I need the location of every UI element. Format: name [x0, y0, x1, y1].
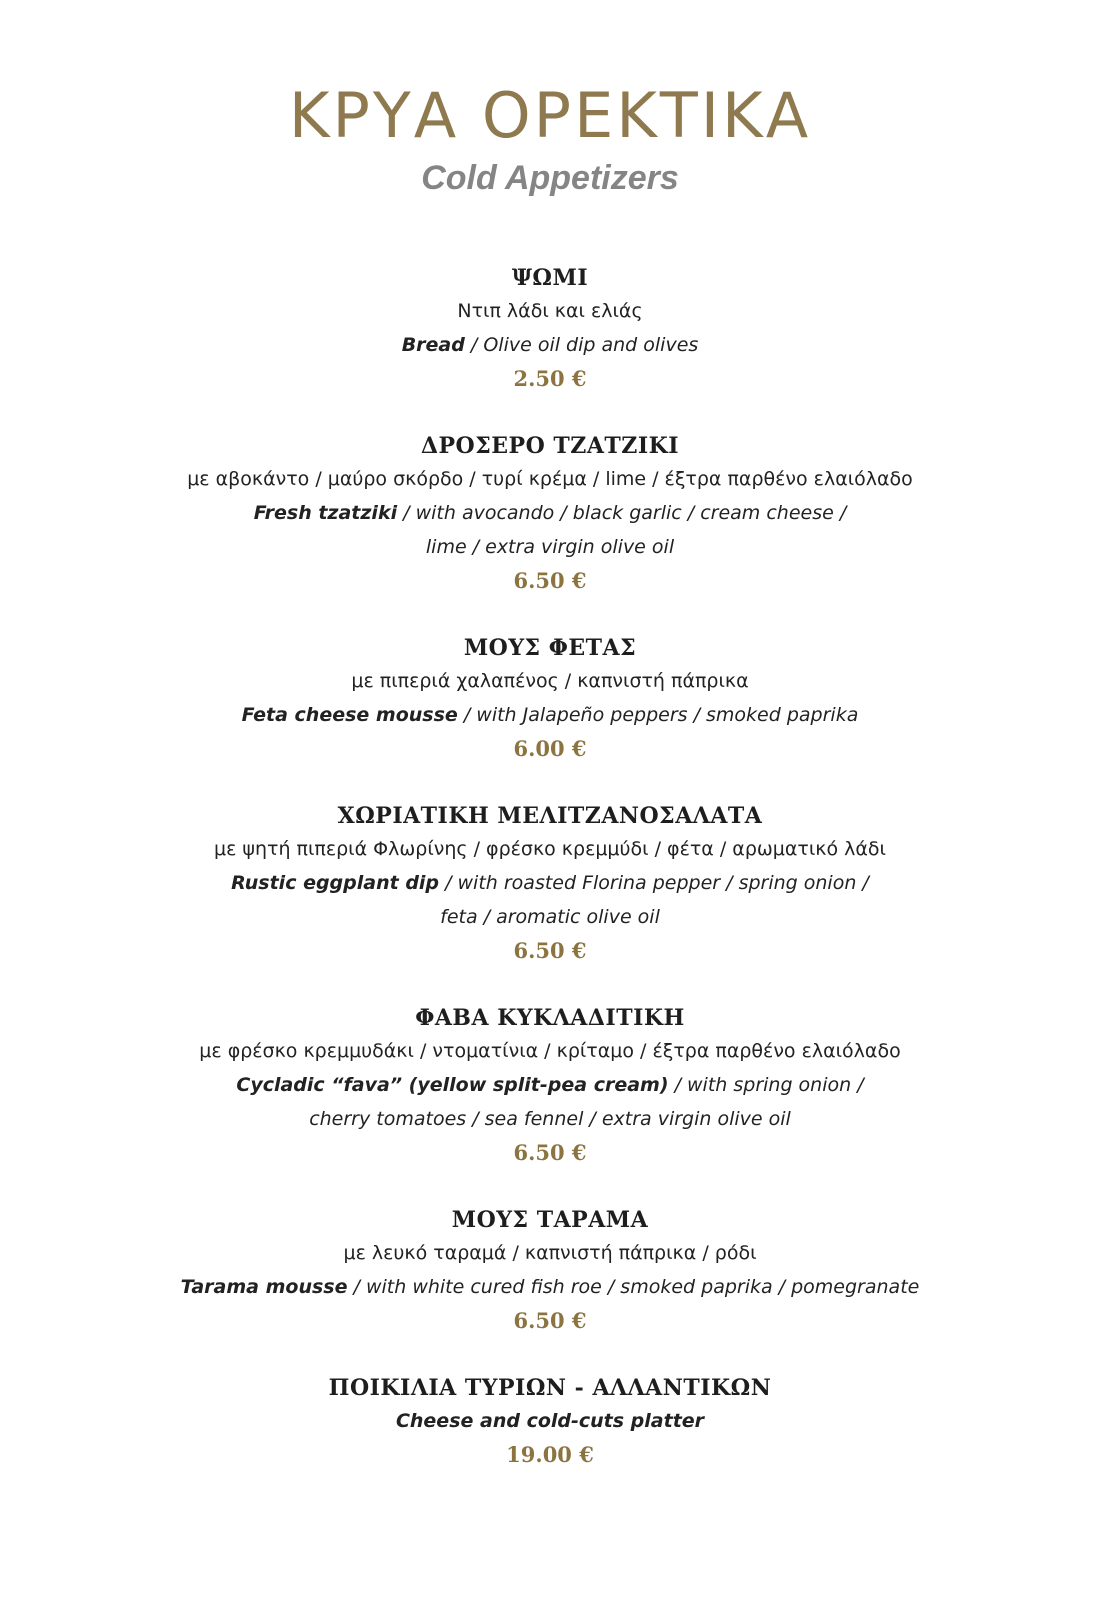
- menu-item-bread: [0, 262, 1100, 396]
- item-greek-description: με φρέσκο κρεμμυδάκι / ντοματίνια / κρίταμο / έξτρα παρθένο ελαιόλαδο: [199, 1040, 901, 1062]
- menu-item-tarama-mousse: [0, 1204, 1100, 1338]
- item-english-description: [0, 866, 1100, 900]
- item-english-name: Fresh tzatziki: [253, 502, 398, 524]
- item-english-description: [0, 328, 1100, 362]
- menu-item-fava: [0, 1002, 1100, 1170]
- item-english-detail: / with avocando / black garlic / cream cheese /: [397, 502, 847, 524]
- item-english-detail: / with Jalapeño peppers / smoked paprika: [457, 704, 859, 726]
- item-english-description: [0, 698, 1100, 732]
- item-english-description: [0, 1270, 1100, 1304]
- item-price: 19.00 €: [506, 1442, 594, 1467]
- item-english-description: [0, 1404, 1100, 1438]
- item-greek-description: με ψητή πιπεριά Φλωρίνης / φρέσκο κρεμμύδι / φέτα / αρωματικό λάδι: [214, 838, 886, 860]
- item-english-name: Cheese and cold-cuts platter: [395, 1410, 705, 1432]
- page-subtitle: Cold Appetizers: [421, 159, 679, 197]
- item-price: 6.00 €: [513, 736, 587, 761]
- item-english-description: [0, 1068, 1100, 1102]
- item-title: ΜΟΥΣ ΦΕΤΑΣ: [463, 635, 637, 661]
- item-title: ΧΩΡΙΑΤΙΚΗ ΜΕΛΙΤΖΑΝΟΣΑΛΑΤΑ: [337, 803, 763, 829]
- item-title: ΨΩΜΙ: [511, 265, 589, 291]
- page-title: ΚΡΥΑ ΟΡΕΚΤΙΚΑ: [288, 79, 812, 152]
- item-english-name: Cycladic “fava” (yellow split-pea cream): [236, 1074, 669, 1096]
- item-english-description-cont: feta / aromatic olive oil: [440, 906, 660, 928]
- item-greek-description: Ντιπ λάδι και ελιάς: [457, 300, 643, 322]
- item-title: ΔΡΟΣΕΡΟ ΤΖΑΤΖΙΚΙ: [420, 433, 680, 459]
- item-title: ΦΑΒΑ ΚΥΚΛΑΔΙΤΙΚΗ: [415, 1005, 685, 1031]
- item-price: 6.50 €: [513, 938, 587, 963]
- menu-item-tzatziki: [0, 430, 1100, 598]
- item-english-name: Bread: [401, 334, 465, 356]
- item-english-name: Tarama mousse: [180, 1276, 348, 1298]
- item-english-description: [0, 496, 1100, 530]
- menu-items-list: [0, 262, 1100, 1472]
- item-english-detail: / with white cured fish roe / smoked paprika / pomegranate: [347, 1276, 920, 1298]
- item-title: ΜΟΥΣ ΤΑΡΑΜΑ: [451, 1207, 649, 1233]
- menu-item-cheese-platter: [0, 1372, 1100, 1472]
- item-english-detail: / with spring onion /: [668, 1074, 864, 1096]
- item-greek-description: με πιπεριά χαλαπένος / καπνιστή πάπρικα: [351, 670, 749, 692]
- item-english-detail: / Olive oil dip and olives: [464, 334, 699, 356]
- menu-item-feta-mousse: [0, 632, 1100, 766]
- item-english-detail: / with roasted Florina pepper / spring onion /: [439, 872, 869, 894]
- item-english-description-cont: cherry tomatoes / sea fennel / extra virgin olive oil: [309, 1108, 791, 1130]
- item-english-name: Rustic eggplant dip: [231, 872, 440, 894]
- menu-item-eggplant-dip: [0, 800, 1100, 968]
- item-price: 6.50 €: [513, 568, 587, 593]
- item-price: 6.50 €: [513, 1140, 587, 1165]
- item-title: ΠΟΙΚΙΛΙΑ ΤΥΡΙΩΝ - ΑΛΛΑΝΤΙΚΩΝ: [328, 1375, 772, 1401]
- item-price: 6.50 €: [513, 1308, 587, 1333]
- item-greek-description: με αβοκάντο / μαύρο σκόρδο / τυρί κρέμα / lime / έξτρα παρθένο ελαιόλαδο: [187, 468, 913, 490]
- item-english-name: Feta cheese mousse: [241, 704, 458, 726]
- item-greek-description: με λευκό ταραμά / καπνιστή πάπρικα / ρόδι: [343, 1242, 757, 1264]
- item-english-description-cont: lime / extra virgin olive oil: [425, 536, 675, 558]
- item-price: 2.50 €: [513, 366, 587, 391]
